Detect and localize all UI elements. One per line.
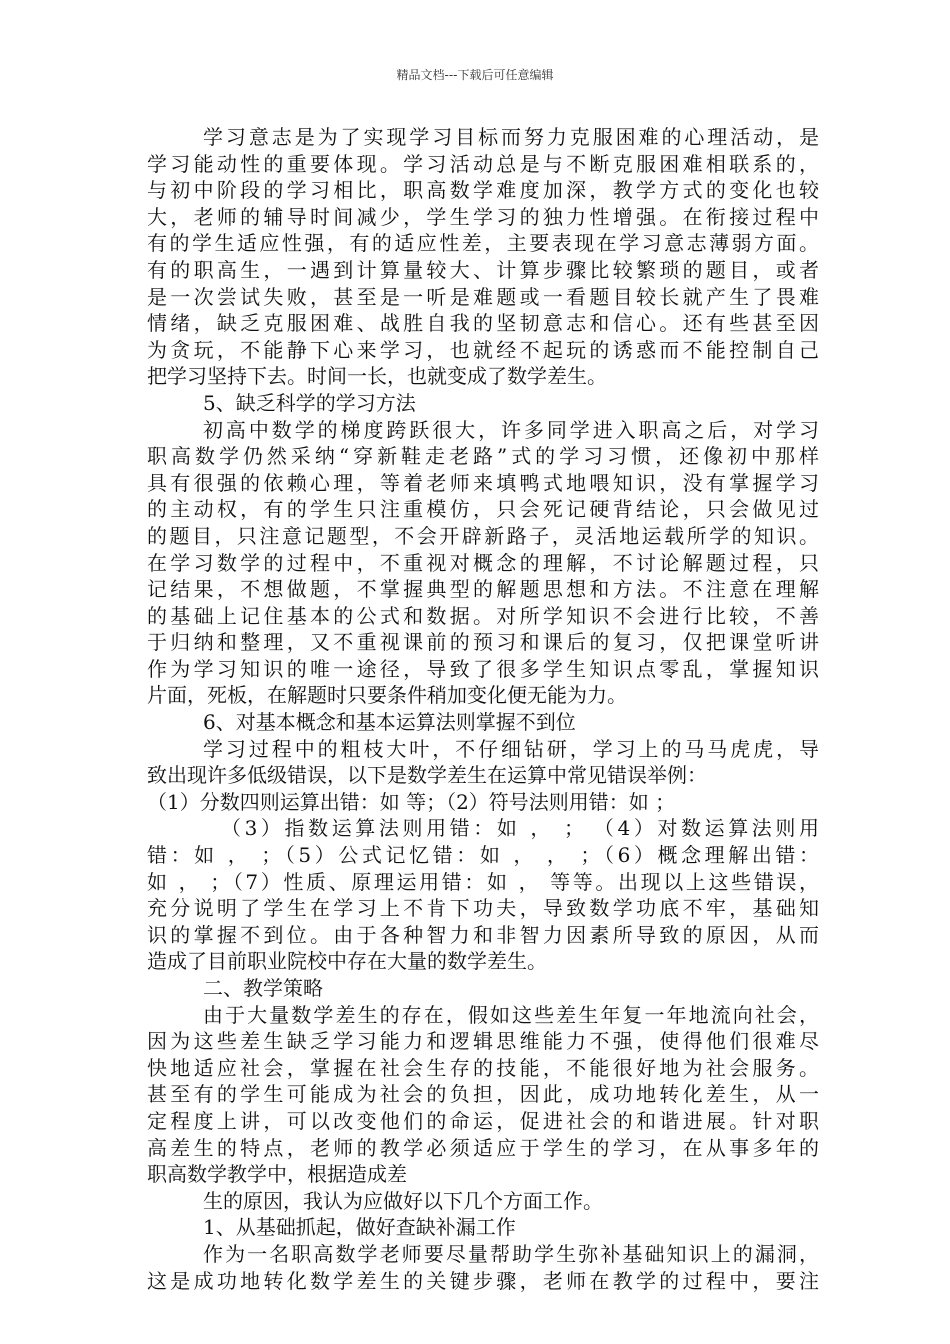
text-line: 与初中阶段的学习相比，职高数学难度加深，教学方式的变化也较 — [147, 178, 819, 203]
page-header: 精品文档---下载后可任意编辑 — [396, 68, 554, 82]
text-line: 快地适应社会，掌握在社会生存的技能，不能很好地为社会服务。 — [147, 1055, 819, 1080]
text-line: 致出现许多低级错误，以下是数学差生在运算中常见错误举例： — [147, 763, 707, 788]
text-line: 由于大量数学差生的存在，假如这些差生年复一年地流向社会， — [203, 1002, 819, 1027]
text-line: 的题目，只注意记题型，不会开辟新路子，灵活地运载所学的知识。 — [147, 523, 819, 548]
text-line: 记结果，不想做题，不掌握典型的解题思想和方法。不注意在理解 — [147, 577, 819, 602]
text-line: 错：如 ， ；（5）公式记忆错：如 ， ， ；（6）概念理解出错： — [147, 843, 819, 868]
text-line: 大，老师的辅导时间减少，学生学习的独力性增强。在衔接过程中 — [147, 204, 819, 229]
text-line: 情绪，缺乏克服困难、战胜自我的坚韧意志和信心。还有些甚至因 — [147, 311, 819, 336]
text-line: 片面，死板，在解题时只要条件稍加变化便无能为力。 — [147, 683, 627, 708]
text-line: 5、缺乏科学的学习方法 — [203, 390, 416, 415]
text-line: 把学习坚持下去。时间一长，也就变成了数学差生。 — [147, 364, 607, 389]
text-line: 作为一名职高数学老师要尽量帮助学生弥补基础知识上的漏洞， — [203, 1241, 819, 1266]
text-line: 有的职高生，一遇到计算量较大、计算步骤比较繁琐的题目，或者 — [147, 257, 819, 282]
text-line: 因为这些差生缺乏学习能力和逻辑思维能力不强，使得他们很难尽 — [147, 1029, 819, 1054]
text-line: （1）分数四则运算出错：如 等；（2）符号法则用错：如 ； — [147, 789, 676, 814]
text-line: 初高中数学的梯度跨跃很大，许多同学进入职高之后，对学习 — [203, 417, 819, 442]
text-line: 在学习数学的过程中，不重视对概念的理解，不讨论解题过程，只 — [147, 550, 819, 575]
text-line: 如 ， ；（7）性质、原理运用错：如 ， 等等。出现以上这些错误， — [147, 869, 819, 894]
text-line: 于归纳和整理，又不重视课前的预习和课后的复习，仅把课堂听讲 — [147, 630, 819, 655]
text-line: 职高数学教学中，根据造成差 — [147, 1162, 407, 1187]
text-line: 为贪玩，不能静下心来学习，也就经不起玩的诱惑而不能控制自己 — [147, 337, 819, 362]
text-line: （3）指数运算法则用错：如 ， ； （4）对数运算法则用 — [221, 816, 819, 841]
document-body — [147, 124, 819, 1294]
text-line: 学习能动性的重要体现。学习活动总是与不断克服困难相联系的， — [147, 151, 819, 176]
text-line: 1、从基础抓起，做好查缺补漏工作 — [203, 1215, 516, 1240]
text-line: 识的掌握不到位。由于各种智力和非智力因素所导致的原因，从而 — [147, 922, 819, 947]
text-line: 有的学生适应性强，有的适应性差，主要表现在学习意志薄弱方面。 — [147, 231, 819, 256]
text-line: 造成了目前职业院校中存在大量的数学差生。 — [147, 949, 547, 974]
text-line: 甚至有的学生可能成为社会的负担，因此，成功地转化差生，从一 — [147, 1082, 819, 1107]
text-line: 定程度上讲，可以改变他们的命运，促进社会的和谐进展。针对职 — [147, 1108, 819, 1133]
text-line: 学习意志是为了实现学习目标而努力克服困难的心理活动，是 — [203, 125, 819, 149]
text-line: 具有很强的依赖心理，等着老师来填鸭式地喂知识，没有掌握学习 — [147, 470, 819, 495]
text-line: 作为学习知识的唯一途径，导致了很多学生知识点零乱，掌握知识 — [147, 656, 819, 681]
text-line: 这是成功地转化数学差生的关键步骤，老师在教学的过程中，要注 — [147, 1268, 819, 1293]
text-line: 的主动权，有的学生只注重模仿，只会死记硬背结论，只会做见过 — [147, 497, 819, 522]
text-line: 充分说明了学生在学习上不肯下功夫，导致数学功底不牢，基础知 — [147, 896, 819, 921]
text-line: 是一次尝试失败，甚至是一听是难题或一看题目较长就产生了畏难 — [147, 284, 819, 309]
text-line: 的基础上记住基本的公式和数据。对所学知识不会进行比较，不善 — [147, 603, 819, 628]
text-line: 学习过程中的粗枝大叶，不仔细钻研，学习上的马马虎虎，导 — [203, 736, 819, 761]
text-line: 二、教学策略 — [203, 976, 323, 1000]
text-line: 生的原因，我认为应做好以下几个方面工作。 — [203, 1188, 603, 1213]
text-line: 高差生的特点，老师的教学必须适应于学生的学习，在从事多年的 — [147, 1135, 819, 1160]
text-line: 6、对基本概念和基本运算法则掌握不到位 — [203, 710, 576, 735]
text-line: 职高数学仍然采纳“穿新鞋走老路”式的学习习惯，还像初中那样 — [147, 444, 819, 469]
